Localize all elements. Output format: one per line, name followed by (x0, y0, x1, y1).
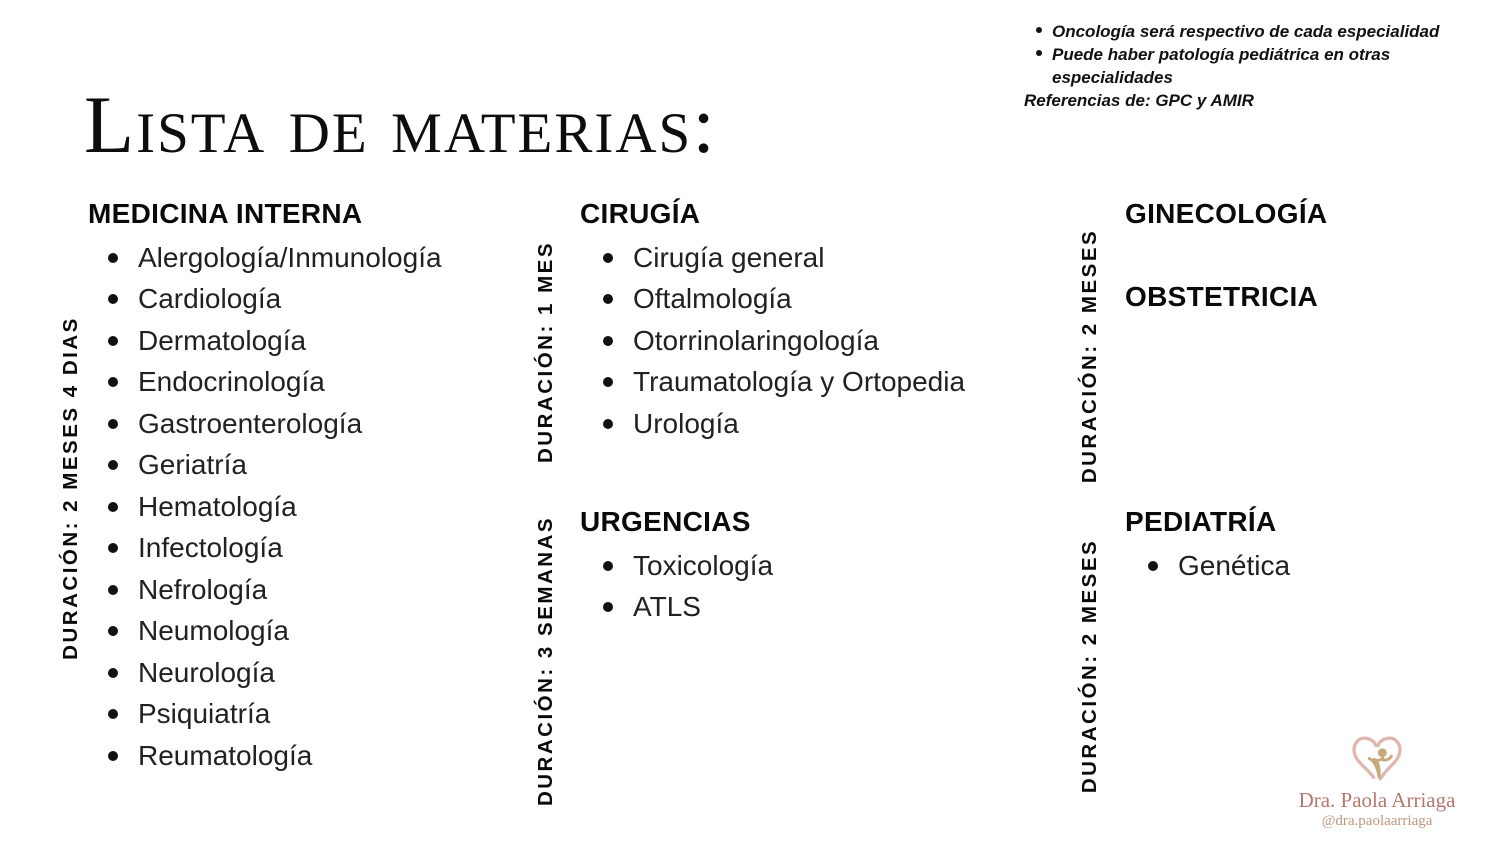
bullet-icon (603, 602, 613, 612)
list-item-label: Gastroenterología (138, 407, 363, 439)
list-item (603, 320, 965, 362)
list-item (108, 237, 442, 279)
list-item (603, 545, 773, 587)
bullet-icon (108, 668, 118, 678)
duration-label-cirugia: DURACIÓN: 1 MES (534, 240, 557, 464)
note-item (1024, 43, 1484, 89)
list-item (108, 445, 442, 487)
section-header-cirugia: CIRUGÍA (580, 198, 701, 229)
bullet-icon (108, 419, 118, 429)
note-text: Puede haber patología pediátrica en otras especialidades (1052, 45, 1391, 87)
urgencias-list (603, 545, 773, 628)
list-item-label: Cirugía general (633, 241, 825, 273)
section-header-medicina-interna: MEDICINA INTERNA (88, 198, 363, 229)
duration-label-urgencias: DURACIÓN: 3 SEMANAS (534, 515, 557, 807)
bullet-icon (108, 709, 118, 719)
bullet-icon (1148, 561, 1158, 571)
list-item (603, 403, 965, 445)
list-item-label: Geriatría (138, 449, 247, 481)
list-item-label: Toxicología (633, 549, 774, 581)
list-item (603, 362, 965, 404)
bullet-icon (603, 561, 613, 571)
list-item (603, 587, 773, 629)
list-item (108, 486, 442, 528)
list-item (108, 735, 442, 777)
notes-block (1024, 20, 1484, 112)
medicina-interna-list (108, 237, 442, 777)
note-text: Oncología será respectivo de cada especialidad (1052, 22, 1440, 41)
section-header-urgencias: URGENCIAS (580, 506, 751, 537)
list-item-label: Genética (1178, 549, 1291, 581)
bullet-icon (108, 336, 118, 346)
pediatria-list (1148, 545, 1290, 587)
list-item-label: Dermatología (138, 324, 307, 356)
list-item-label: Oftalmología (633, 283, 792, 315)
bullet-icon (108, 460, 118, 470)
heart-with-person-icon (1348, 734, 1406, 786)
list-item-label: Neumología (138, 615, 289, 647)
duration-label-ginecologia-obstetricia: DURACIÓN: 2 MESES (1078, 228, 1101, 484)
bullet-icon (603, 377, 613, 387)
list-item (1148, 545, 1290, 587)
list-item (108, 403, 442, 445)
notes-list (1024, 20, 1484, 89)
list-item-label: Alergología/Inmunología (138, 241, 442, 273)
list-item-label: Otorrinolaringología (633, 324, 879, 356)
bullet-icon (108, 751, 118, 761)
references-note: Referencias de: GPC y AMIR (1024, 91, 1254, 110)
bullet-icon (603, 294, 613, 304)
page-title: Lista de materias: (84, 79, 717, 170)
duration-label-pediatria: DURACIÓN: 2 MESES (1078, 538, 1101, 794)
bullet-icon (603, 336, 613, 346)
bullet-icon (108, 502, 118, 512)
list-item-label: Urología (633, 407, 739, 439)
bullet-icon (603, 419, 613, 429)
bullet-icon (1036, 27, 1042, 33)
bullet-icon (603, 253, 613, 263)
note-item (1024, 20, 1484, 43)
list-item-label: Endocrinología (138, 366, 325, 398)
brand-handle: @dra.paolaarriaga (1321, 813, 1433, 829)
list-item (108, 611, 442, 653)
list-item-label: Infectología (138, 532, 283, 564)
bullet-icon (108, 585, 118, 595)
list-item-label: Nefrología (138, 573, 268, 605)
branding (1292, 734, 1462, 830)
list-item-label: Neurología (138, 656, 275, 688)
cirugia-list (603, 237, 965, 445)
list-item-label: Hematología (138, 490, 297, 522)
list-item (108, 320, 442, 362)
section-header-obstetricia: OBSTETRICIA (1125, 281, 1319, 312)
list-item-label: ATLS (633, 591, 701, 623)
list-item (603, 279, 965, 321)
list-item-label: Reumatología (138, 739, 313, 771)
bullet-icon (108, 253, 118, 263)
list-item (108, 528, 442, 570)
bullet-icon (108, 294, 118, 304)
list-item (603, 237, 965, 279)
brand-name: Dra. Paola Arriaga (1298, 788, 1456, 812)
list-item-label: Cardiología (138, 283, 282, 315)
list-item (108, 279, 442, 321)
list-item (108, 569, 442, 611)
bullet-icon (108, 543, 118, 553)
duration-label-medicina-interna: DURACIÓN: 2 MESES 4 DIAS (59, 316, 82, 660)
list-item-label: Traumatología y Ortopedia (633, 366, 966, 398)
list-item (108, 652, 442, 694)
list-item-label: Psiquiatría (138, 698, 271, 730)
bullet-icon (108, 377, 118, 387)
list-item (108, 694, 442, 736)
bullet-icon (1036, 50, 1042, 56)
bullet-icon (108, 626, 118, 636)
list-item (108, 362, 442, 404)
section-header-pediatria: PEDIATRÍA (1125, 506, 1277, 537)
section-header-ginecologia: GINECOLOGÍA (1125, 198, 1328, 229)
